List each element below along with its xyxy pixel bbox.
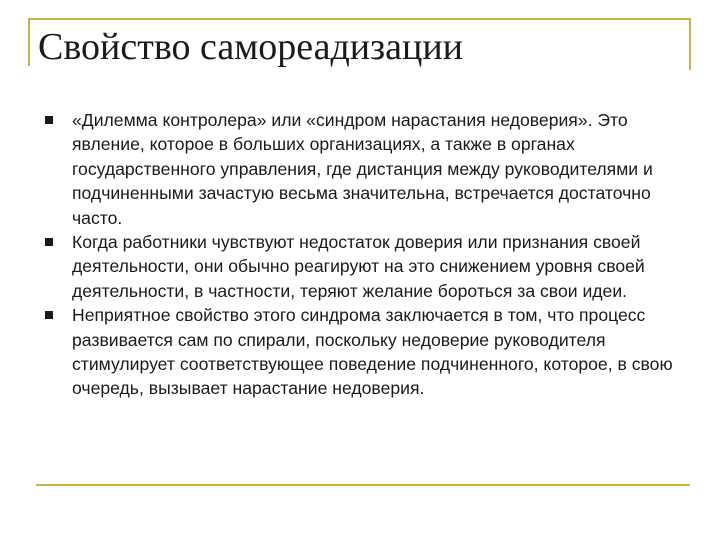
bullet-list — [42, 108, 682, 401]
bullet-text: Когда работники чувствуют недостаток доверия или признания своей деятельности, они обычно реагируют на это снижением уровня своей деятельности, в частности, теряют желание бороться за свои идеи. — [72, 232, 645, 301]
bottom-rule — [36, 484, 690, 486]
square-bullet-icon — [45, 311, 53, 319]
square-bullet-icon — [45, 116, 53, 124]
title-frame-right-rule — [689, 18, 691, 70]
slide-title: Свойство самореадизации — [38, 26, 464, 68]
bullet-item-spiral — [42, 303, 682, 401]
title-frame-top-rule — [28, 18, 691, 20]
bullet-item-dilemma — [42, 108, 682, 230]
title-frame-left-rule — [28, 18, 30, 66]
bullet-text: «Дилемма контролера» или «синдром нарастания недоверия». Это явление, которое в больших организациях, а также в органах государственного управления, где дистанция между руководителями и подчиненными зачастую весьма значительна, встречается достаточно часто. — [72, 110, 653, 228]
bullet-item-reaction — [42, 230, 682, 303]
bullet-text: Неприятное свойство этого синдрома заключается в том, что процесс развивается сам по спирали, поскольку недоверие руководителя стимулирует соответствующее поведение подчиненного, которое, в свою очередь, вызывает нарастание недоверия. — [72, 305, 673, 399]
square-bullet-icon — [45, 238, 53, 246]
